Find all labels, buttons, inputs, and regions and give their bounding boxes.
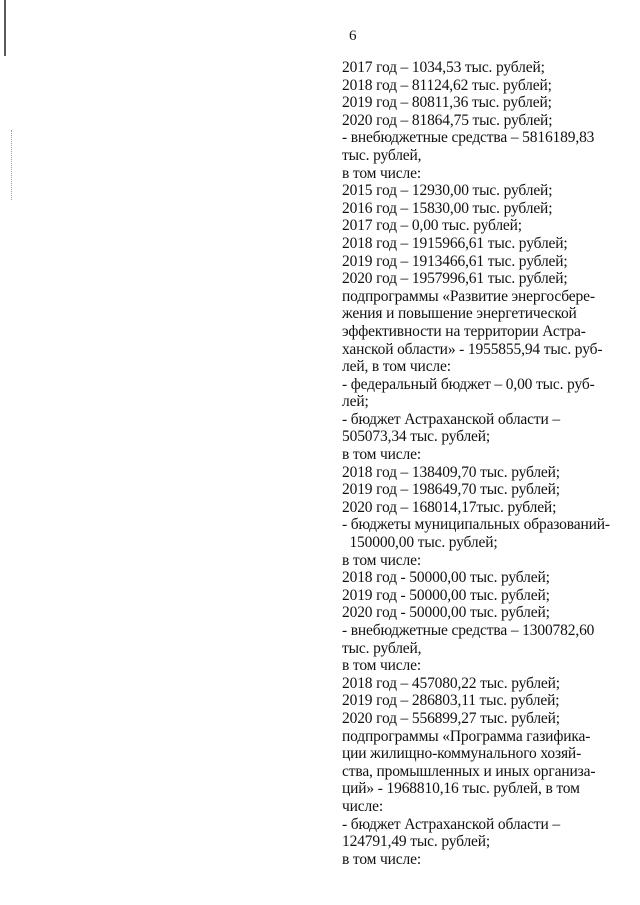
- text-line: тыс. рублей,: [342, 146, 422, 164]
- text-line: 2020 год – 1957996,61 тыс. рублей;: [342, 270, 568, 288]
- text-line: 2019 год – 286803,11 тыс. рублей;: [342, 692, 560, 710]
- text-line: - бюджет Астраханской области –: [342, 410, 560, 428]
- text-line: лей, в том числе:: [342, 358, 451, 376]
- text-line: 2018 год – 457080,22 тыс. рублей;: [342, 674, 560, 692]
- text-line: 2018 год – 138409,70 тыс. рублей;: [342, 463, 560, 481]
- text-line: жения и повышение энергетической: [342, 305, 577, 323]
- text-line: 150000,00 тыс. рублей;: [342, 534, 498, 552]
- text-line: 124791,49 тыс. рублей;: [342, 833, 491, 851]
- scan-dust-mark: [11, 130, 13, 200]
- text-line: в том числе:: [342, 164, 421, 182]
- text-line: лей;: [342, 393, 369, 411]
- text-line: 2017 год – 1034,53 тыс. рублей;: [342, 59, 545, 76]
- text-line: 2018 год – 81124,62 тыс. рублей;: [342, 76, 552, 94]
- text-line: в том числе:: [342, 657, 421, 675]
- text-line: - бюджет Астраханской области –: [342, 815, 560, 833]
- text-line: - бюджеты муниципальных образований-: [342, 516, 610, 534]
- text-line: 2020 год – 81864,75 тыс. рублей;: [342, 111, 553, 129]
- text-line: тыс. рублей,: [342, 639, 422, 657]
- text-line: ства, промышленных и иных организа-: [342, 762, 596, 780]
- text-line: числе:: [342, 797, 383, 815]
- text-line: 2015 год – 12930,00 тыс. рублей;: [342, 182, 553, 200]
- text-line: 2018 год - 50000,00 тыс. рублей;: [342, 569, 550, 587]
- text-line: 2019 год – 198649,70 тыс. рублей;: [342, 481, 560, 499]
- text-line: ции жилищно-коммунального хозяй-: [342, 745, 582, 763]
- text-line: в том числе:: [342, 850, 421, 868]
- text-line: 2020 год - 50000,00 тыс. рублей;: [342, 604, 550, 622]
- text-line: - внебюджетные средства – 1300782,60: [342, 622, 595, 639]
- text-line: 2019 год – 1913466,61 тыс. рублей;: [342, 252, 568, 270]
- document-text: [342, 59, 632, 868]
- text-line: 2019 год - 50000,00 тыс. рублей;: [342, 586, 550, 604]
- text-line: 2018 год – 1915966,61 тыс. рублей;: [342, 234, 568, 252]
- text-line: в том числе:: [342, 446, 421, 464]
- text-line: ханской области» - 1955855,94 тыс. руб-: [342, 340, 603, 358]
- page-number: 6: [349, 28, 357, 44]
- text-line: - внебюджетные средства – 5816189,83: [342, 129, 595, 147]
- text-line: 2019 год – 80811,36 тыс. рублей;: [342, 94, 552, 112]
- text-line: 505073,34 тыс. рублей;: [342, 428, 491, 446]
- text-line: 2017 год – 0,00 тыс. рублей;: [342, 217, 522, 235]
- text-line: ций» - 1968810,16 тыс. рублей, в том: [342, 780, 580, 798]
- text-line: эффективности на территории Астра-: [342, 322, 586, 340]
- text-line: в том числе:: [342, 551, 421, 569]
- text-line: 2020 год – 556899,27 тыс. рублей;: [342, 709, 560, 727]
- text-line: подпрограммы «Программа газифика-: [342, 727, 591, 745]
- text-line: - федеральный бюджет – 0,00 тыс. руб-: [342, 375, 595, 393]
- text-line: 2016 год – 15830,00 тыс. рублей;: [342, 199, 553, 217]
- scan-edge-mark: [4, 0, 6, 56]
- text-line: 2020 год – 168014,17тыс. рублей;: [342, 498, 557, 516]
- text-line: подпрограммы «Развитие энергосбере-: [342, 287, 595, 305]
